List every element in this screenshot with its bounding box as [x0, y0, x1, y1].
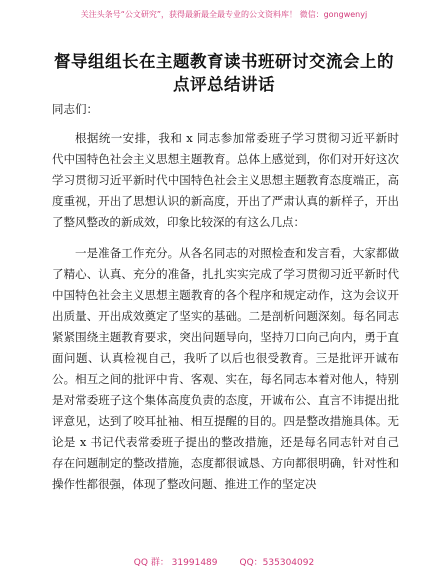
- footer-contact: [0, 558, 448, 569]
- body-paragraph-2: 一是准备工作充分。从各名同志的对照检查和发言看，大家都做了精心、认真、充分的准备，扎扎实实完成了学习贯彻习近平新时代中国特色社会主义思想主题教育的各个程序和规定动作，这为会议开出质量、开出成效奠定了坚实的基础。二是剖析问题深刻。每名同志紧紧围绕主题教育要求，突出问题导向，坚持刀口向己向内，勇于直面问题、认真检视自己，我听了以后也很受教育。三是批评开诚布公。相互之间的批评中肯、客观、实在，每名同志本着对他人，特别是对常委班子这个集体高度负责的态度，开诚布公、直言不讳提出批评意见，达到了咬耳扯袖、相互提醒的目的。四是整改措施具体。无论是 x 书记代表常委班子提出的整改措施，还是每名同志针对自己存在问题制定的整改措施，态度都很诚恳、方向都很明确，针对性和操作性都很强，体现了整改问题、推进工作的坚定决: [52, 246, 399, 491]
- document-title: [40, 50, 408, 96]
- title-line-2: 点评总结讲话: [173, 75, 275, 94]
- footer-qq-group: QQ 群： 31991489: [133, 558, 218, 568]
- title-line-1: 督导组组长在主题教育读书班研讨交流会上的: [54, 52, 394, 71]
- salutation: 同志们：: [52, 102, 98, 116]
- header-promo-note: 关注头条号“公文研究”，获得最新最全最专业的公文资料库！ 微信：gongwenyj: [80, 10, 368, 19]
- footer-qq-number: QQ：535304092: [239, 558, 315, 568]
- body-paragraph-1: 根据统一安排，我和 x 同志参加常委班子学习贯彻习近平新时代中国特色社会主义思想主题教育。总体上感觉到，你们对开好这次学习贯彻习近平新时代中国特色社会主义思想主题教育态度端正，高度重视，开出了思想认识的新高度，开出了严肃认真的新样子，开出了整风整改的新成效，印象比较深的有这么几点：: [52, 131, 399, 229]
